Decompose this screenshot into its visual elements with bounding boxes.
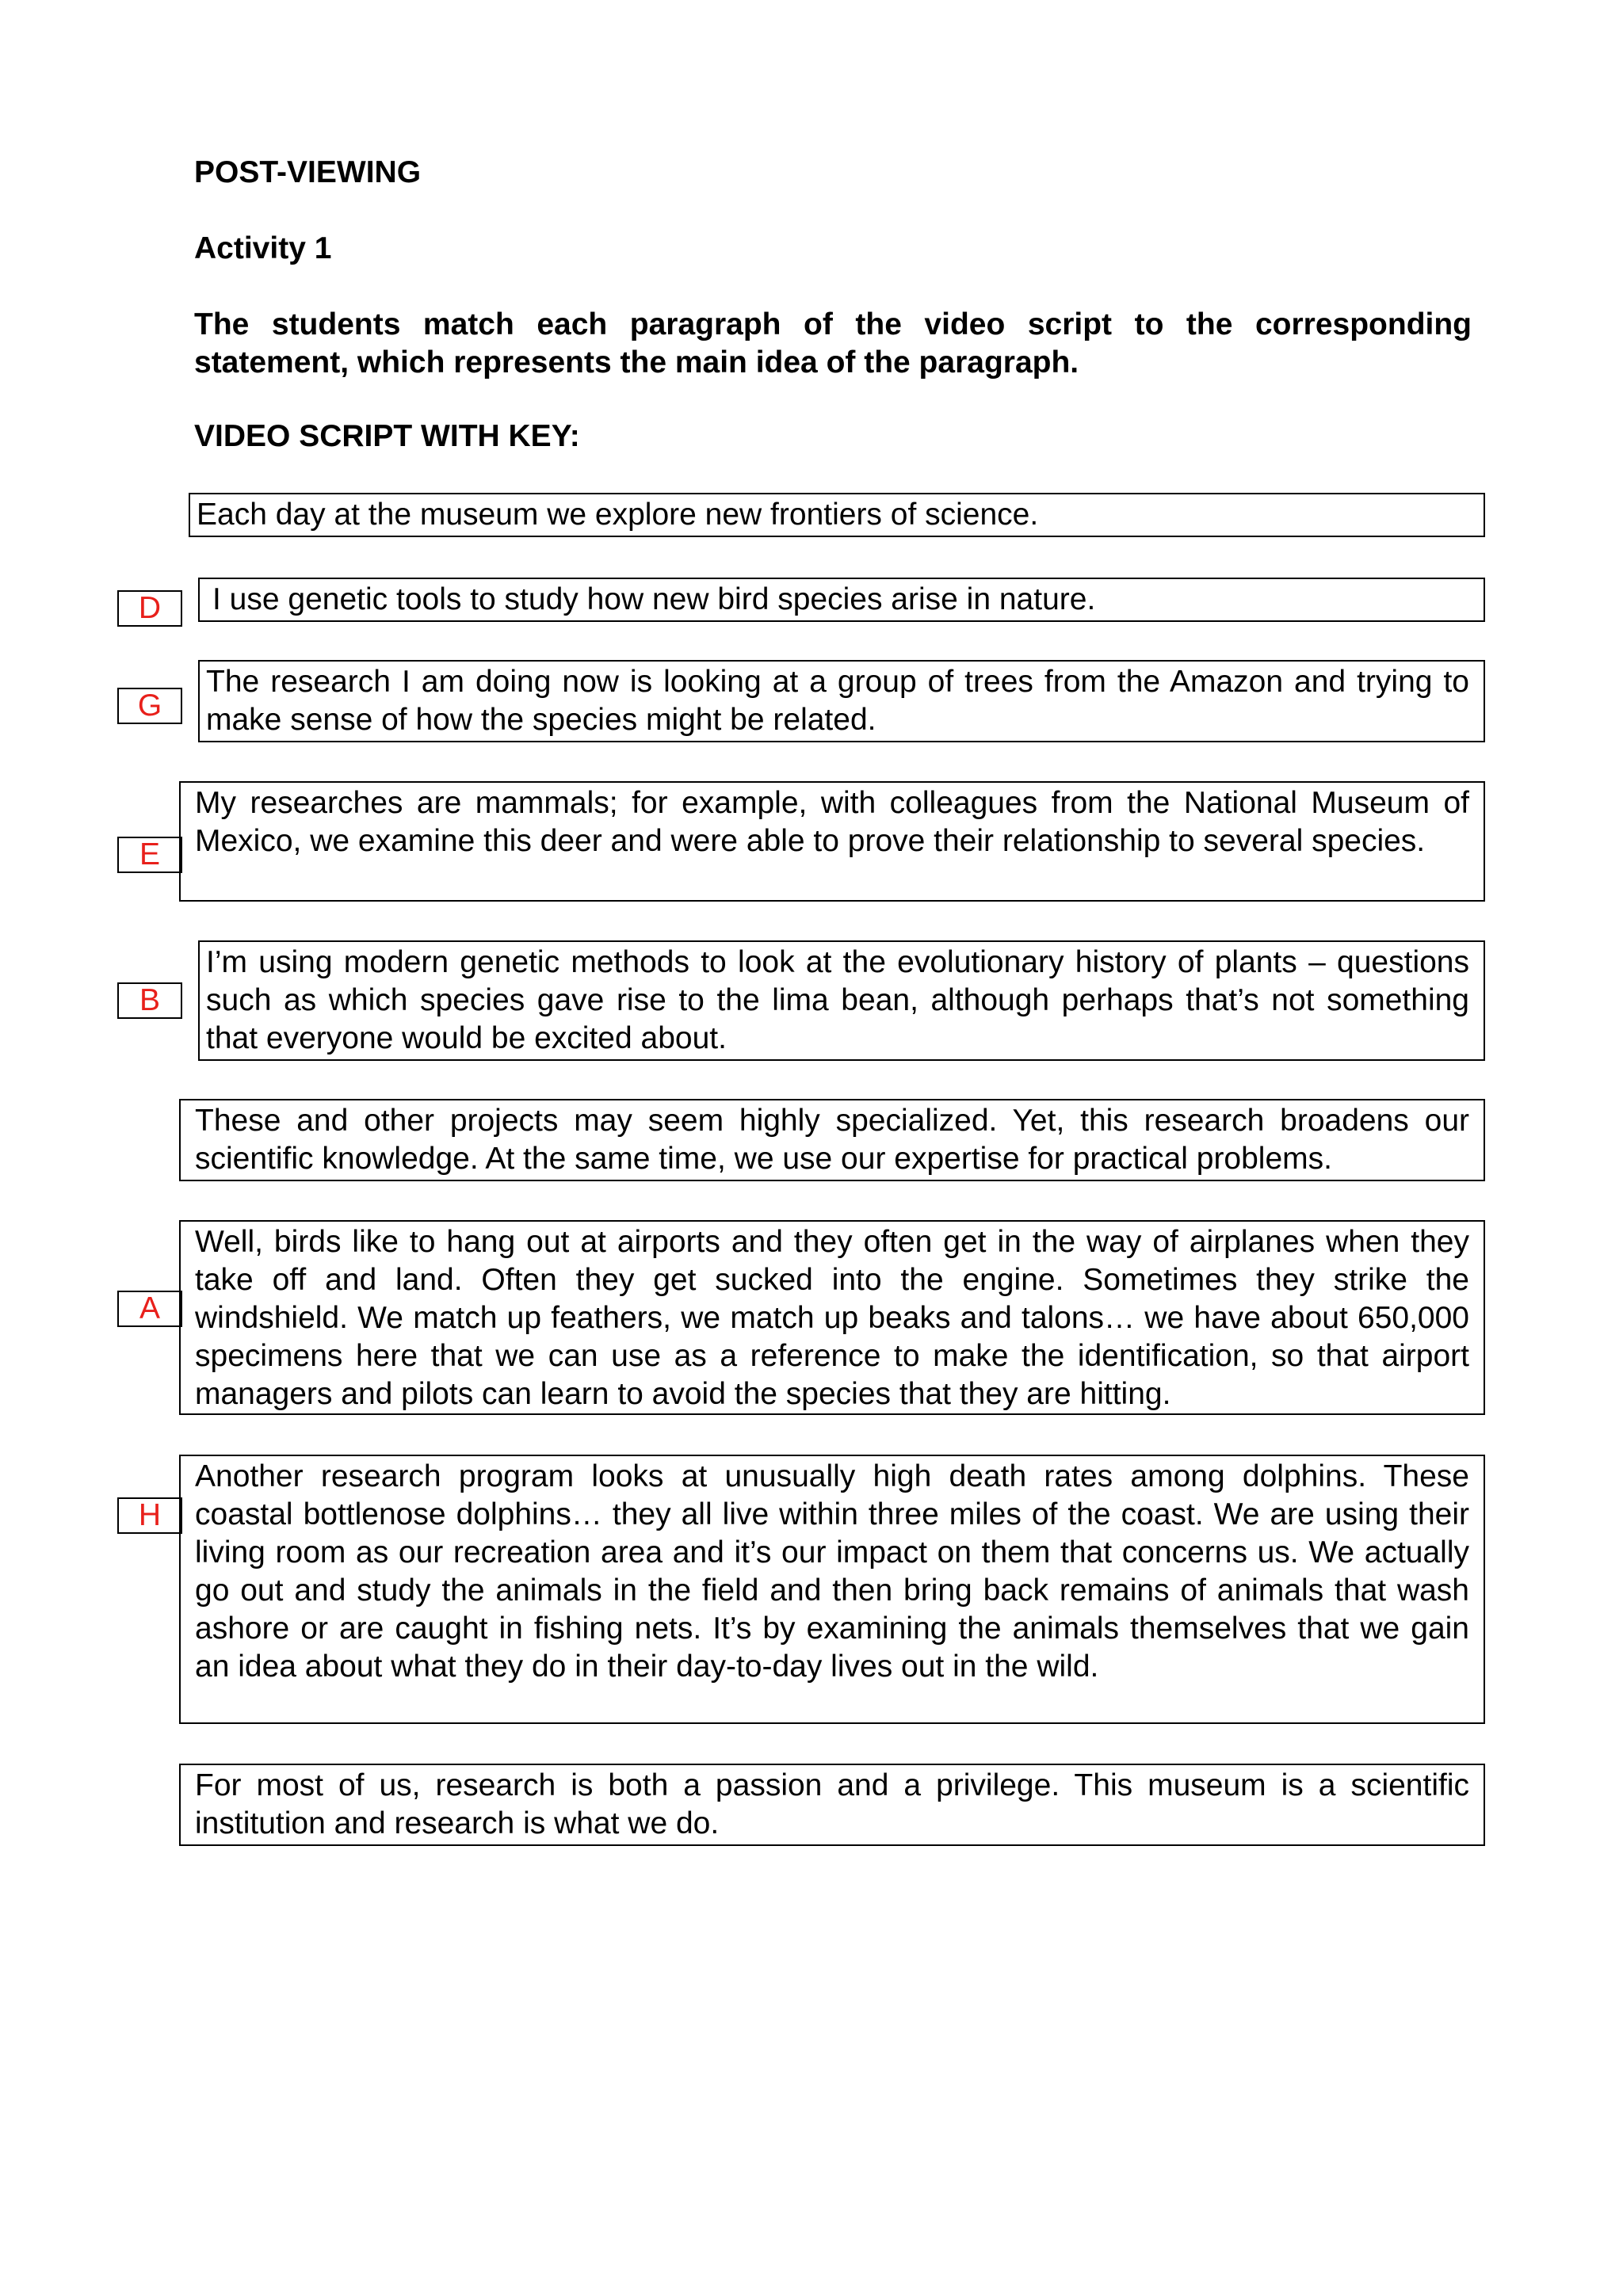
section-title: POST-VIEWING [194, 155, 422, 189]
answer-key-box: A [117, 1291, 182, 1327]
answer-key-box: G [117, 688, 182, 724]
script-paragraph: For most of us, research is both a passion and a privilege. This museum is a scientific institution and research is what we do. [179, 1764, 1485, 1846]
script-paragraph: Another research program looks at unusually high death rates among dolphins. These coastal bottlenose dolphins… they all live within three miles of the coast. We are using their living room as our recreation area and it’s our impact on them that concerns us. We actually go out and study the animals in the field and then bring back remains of animals that wash ashore or are caught in fishing nets. It’s by examining the animals themselves that we gain an idea about what they do in their day-to-day lives out in the wild. [179, 1455, 1485, 1724]
answer-key-box: D [117, 590, 182, 627]
answer-key-box: H [117, 1497, 182, 1534]
script-heading: VIDEO SCRIPT WITH KEY: [194, 419, 580, 453]
script-paragraph: The research I am doing now is looking at a group of trees from the Amazon and trying to make sense of how the species might be related. [198, 660, 1485, 742]
script-paragraph: My researches are mammals; for example, with colleagues from the National Museum of Mexico, we examine this deer and were able to prove their relationship to several species. [179, 781, 1485, 902]
script-paragraph: These and other projects may seem highly specialized. Yet, this research broadens our scientific knowledge. At the same time, we use our expertise for practical problems. [179, 1099, 1485, 1181]
instruction-text: The students match each paragraph of the video script to the corresponding statement, which represents the main idea of the paragraph. [194, 307, 1472, 379]
activity-title: Activity 1 [194, 231, 332, 265]
script-paragraph: Each day at the museum we explore new frontiers of science. [189, 493, 1485, 537]
script-paragraph: I’m using modern genetic methods to look at the evolutionary history of plants – questions such as which species gave rise to the lima bean, although perhaps that’s not something that everyone would be excited about. [198, 940, 1485, 1061]
answer-key-box: B [117, 982, 182, 1019]
script-paragraph: I use genetic tools to study how new bird species arise in nature. [198, 578, 1485, 622]
answer-key-box: E [117, 837, 182, 873]
script-paragraph: Well, birds like to hang out at airports and they often get in the way of airplanes when they take off and land. Often they get sucked into the engine. Sometimes they strike the windshield. We match up feathers, we match up beaks and talons… we have about 650,000 specimens here that we can use as a reference to make the identification, so that airport managers and pilots can learn to avoid the species that they are hitting. [179, 1220, 1485, 1415]
